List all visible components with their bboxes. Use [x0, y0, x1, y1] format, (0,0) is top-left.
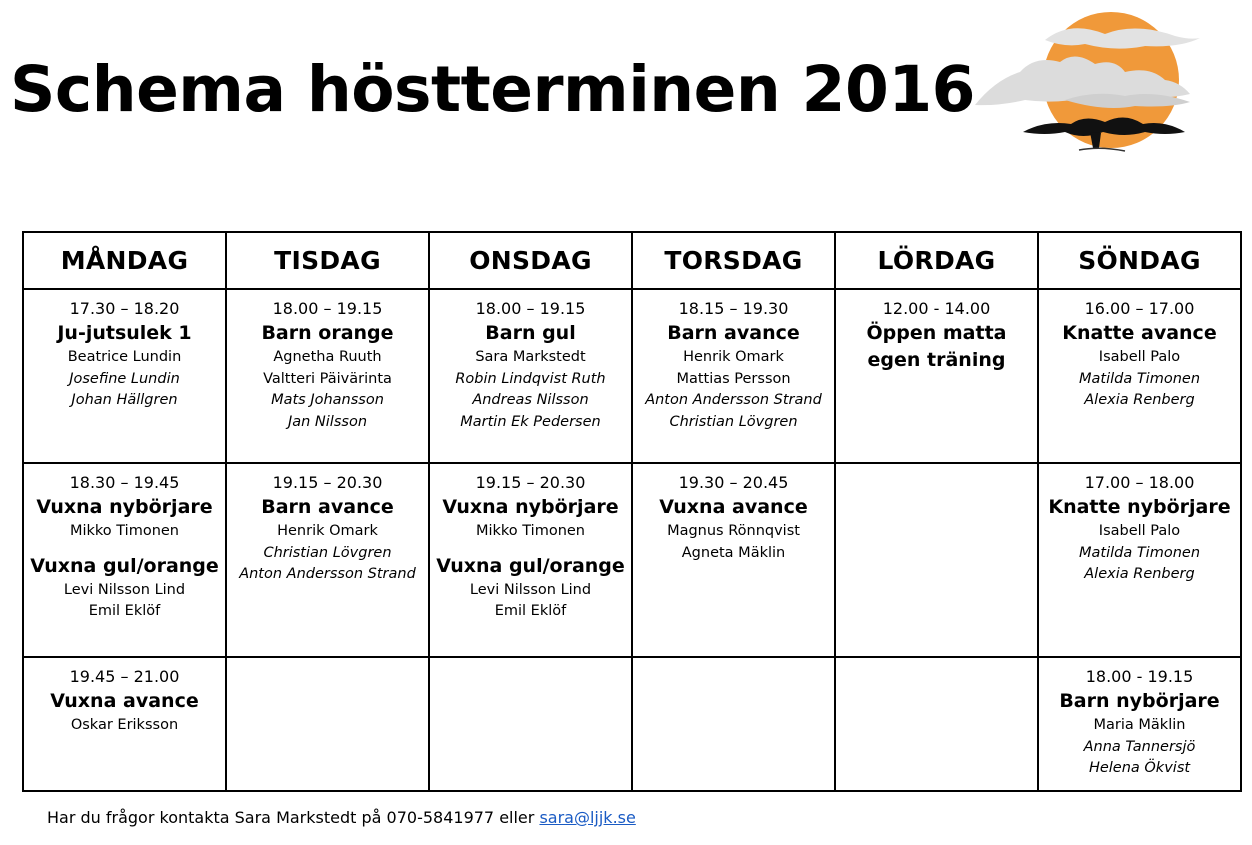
class-time: 18.00 - 19.15 — [1085, 667, 1194, 686]
class-time: 17.00 – 18.00 — [1084, 473, 1195, 492]
instructor-name: Agneta Mäklin — [681, 544, 786, 561]
footer-text: Har du frågor kontakta Sara Markstedt på 070-5841977 eller — [47, 808, 540, 827]
class-name: Vuxna nybörjare — [442, 496, 619, 518]
instructor-name: Oskar Eriksson — [70, 717, 179, 733]
class-entry — [229, 472, 426, 586]
instructor-name: Josefine Lundin — [69, 370, 180, 387]
class-name: Barn avance — [667, 322, 800, 344]
class-entry — [838, 298, 1035, 374]
class-time: 17.30 – 18.20 — [69, 299, 180, 318]
schedule-cell — [429, 289, 632, 463]
class-entry — [432, 298, 629, 433]
schedule-cell — [632, 463, 835, 657]
schedule-cell — [1038, 657, 1241, 791]
class-name: Barn gul — [485, 322, 576, 344]
instructor-name: Helena Ökvist — [1088, 760, 1191, 776]
schedule-cell — [23, 289, 226, 463]
schedule-cell — [23, 463, 226, 657]
schedule-cell — [1038, 463, 1241, 657]
class-name: Vuxna avance — [50, 690, 199, 712]
schedule-cell — [835, 289, 1038, 463]
instructor-name: Maria Mäklin — [1093, 717, 1186, 733]
instructor-name: Mikko Timonen — [475, 523, 586, 539]
schedule-cell — [632, 289, 835, 463]
schedule-cell — [429, 463, 632, 657]
class-name: Knatte avance — [1062, 322, 1217, 344]
schedule-row — [23, 657, 1241, 791]
class-time: 19.45 – 21.00 — [69, 667, 180, 686]
class-time: 19.15 – 20.30 — [272, 473, 383, 492]
class-time: 18.15 – 19.30 — [678, 299, 789, 318]
instructor-name: Robin Lindqvist Ruth — [455, 370, 606, 387]
day-header-söndag: SÖNDAG — [1038, 232, 1241, 289]
instructor-name: Agnetha Ruuth — [273, 349, 382, 365]
instructor-name: Emil Eklöf — [494, 603, 567, 619]
instructor-name: Martin Ek Pedersen — [460, 413, 601, 430]
instructor-name: Mikko Timonen — [69, 523, 180, 539]
schedule-cell — [23, 657, 226, 791]
class-time: 18.00 – 19.15 — [272, 299, 383, 318]
schedule-cell — [632, 657, 835, 791]
instructor-name: Alexia Renberg — [1084, 392, 1195, 408]
schedule-cell — [226, 463, 429, 657]
schedule-cell — [1038, 289, 1241, 463]
class-entry — [26, 553, 223, 623]
class-entry — [1041, 666, 1238, 780]
schedule-cell — [429, 657, 632, 791]
instructor-name: Henrik Omark — [277, 523, 378, 539]
class-entry — [229, 298, 426, 433]
schedule-row — [23, 463, 1241, 657]
instructor-name: Levi Nilsson Lind — [469, 581, 592, 598]
class-time: 12.00 - 14.00 — [882, 299, 991, 318]
class-entry — [26, 666, 223, 737]
email-link[interactable]: sara@ljjk.se — [539, 808, 636, 827]
class-entry — [26, 298, 223, 412]
instructor-name: Christian Lövgren — [263, 544, 392, 561]
instructor-name: Christian Lövgren — [669, 413, 798, 430]
instructor-name: Magnus Rönnqvist — [667, 523, 800, 539]
class-time: 19.15 – 20.30 — [475, 473, 586, 492]
class-name: Barn avance — [261, 496, 394, 518]
class-entry — [432, 472, 629, 543]
instructor-name: Matilda Timonen — [1078, 370, 1201, 387]
day-header-torsdag: TORSDAG — [632, 232, 835, 289]
class-time: 18.30 – 19.45 — [69, 473, 180, 492]
class-entry — [635, 472, 832, 564]
instructor-name: Isabell Palo — [1098, 523, 1181, 539]
class-entry — [1041, 298, 1238, 412]
class-entry — [432, 553, 629, 623]
class-time: 19.30 – 20.45 — [678, 473, 789, 492]
schedule-row — [23, 289, 1241, 463]
instructor-name: Mattias Persson — [676, 370, 791, 387]
instructor-name: Anton Andersson Strand — [645, 392, 822, 408]
instructor-name: Alexia Renberg — [1084, 566, 1195, 582]
class-name: Ju-jutsulek 1 — [57, 322, 192, 344]
club-logo-sun-icon — [975, 0, 1220, 162]
class-name: Vuxna gul/orange — [30, 554, 219, 577]
class-name: Vuxna gul/orange — [436, 554, 625, 577]
class-name: Barn orange — [261, 322, 394, 344]
instructor-name: Henrik Omark — [683, 349, 784, 365]
class-name: Vuxna avance — [659, 496, 808, 518]
day-header-onsdag: ONSDAG — [429, 232, 632, 289]
instructor-name: Beatrice Lundin — [67, 349, 182, 365]
contact-footer — [47, 808, 636, 827]
day-header-måndag: MÅNDAG — [23, 232, 226, 289]
schedule-cell — [835, 463, 1038, 657]
schedule-cell — [226, 289, 429, 463]
class-entry — [635, 298, 832, 433]
class-name: Knatte nybörjare — [1048, 496, 1231, 518]
instructor-name: Andreas Nilsson — [472, 392, 589, 408]
day-header-tisdag: TISDAG — [226, 232, 429, 289]
instructor-name: Matilda Timonen — [1078, 544, 1201, 561]
schedule-table — [22, 231, 1242, 792]
instructor-name: Levi Nilsson Lind — [63, 581, 186, 598]
day-header-lördag: LÖRDAG — [835, 232, 1038, 289]
schedule-cell — [226, 657, 429, 791]
instructor-name: Valtteri Päivärinta — [263, 370, 392, 387]
class-entry — [1041, 472, 1238, 586]
instructor-name: Mats Johansson — [271, 392, 384, 408]
class-name: Öppen matta — [866, 322, 1007, 344]
class-entry — [26, 472, 223, 543]
class-time: 16.00 – 17.00 — [1084, 299, 1195, 318]
class-name: Vuxna nybörjare — [36, 496, 213, 518]
day-header-row — [23, 232, 1241, 289]
class-time: 18.00 – 19.15 — [475, 299, 586, 318]
instructor-name: Anton Andersson Strand — [239, 566, 416, 582]
instructor-name: Anna Tannersjö — [1083, 738, 1196, 755]
instructor-name: Johan Hällgren — [71, 392, 178, 408]
instructor-name: Emil Eklöf — [88, 603, 161, 619]
class-name: Barn nybörjare — [1059, 690, 1220, 712]
instructor-name: Jan Nilsson — [287, 413, 368, 430]
schedule-cell — [835, 657, 1038, 791]
instructor-name: Isabell Palo — [1098, 349, 1181, 365]
instructor-name: Sara Markstedt — [475, 349, 586, 365]
page-title: Schema höstterminen 2016 — [10, 53, 975, 126]
class-name-line2: egen träning — [867, 349, 1006, 371]
